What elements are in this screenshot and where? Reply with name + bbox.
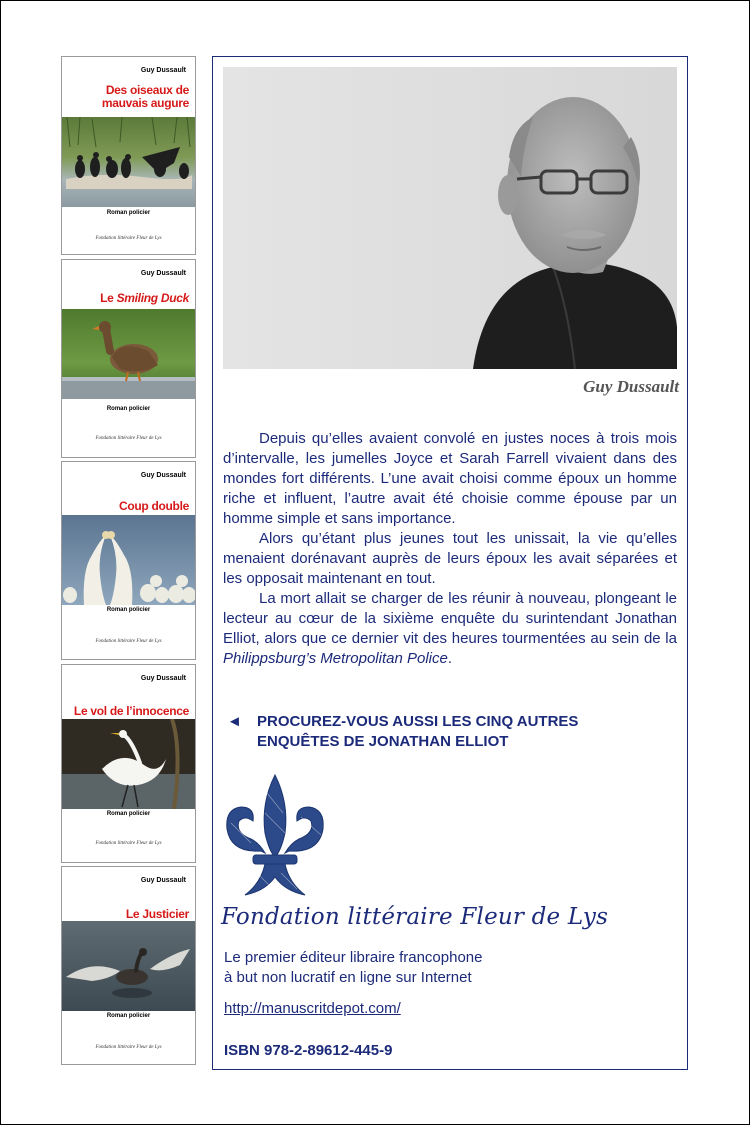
cover-author: Guy Dussault — [140, 67, 186, 74]
blurb-paragraph-2: Alors qu’étant plus jeunes tout les unissait, la vie qu’elles menaient dorénavant auprès de leurs époux les avait séparées et les opposait maintenant en tout. — [223, 530, 677, 587]
cover-title-italic: Smiling Duck — [116, 291, 189, 305]
author-portrait-photo — [223, 67, 677, 369]
duck-photo — [62, 309, 195, 399]
cormorants-photo — [62, 117, 195, 207]
promo-other-books — [227, 712, 667, 752]
cover-title — [68, 705, 189, 718]
cover-title-line: Des oiseaux de — [105, 83, 189, 97]
publisher-website-link[interactable]: http://manuscritdepot.com/ — [224, 1000, 401, 1017]
blurb-paragraph-1: Depuis qu’elles avaient convolé en justes noces à trois mois d’intervalle, les jumelles Joyce et Sarah Farrell vivaient dans des mondes fort différents. L’une avait choisi comme époux un homme riche et influent, l’autre avait été choisie comme épouse par un homme simple et sans importance. — [223, 430, 677, 527]
blurb-p3-italic: Philippsburg’s Metropolitan Police — [223, 650, 448, 667]
cover-author: Guy Dussault — [140, 675, 186, 682]
book-cover-des-oiseaux[interactable] — [61, 56, 196, 255]
tagline-line-2: à but non lucratif en ligne sur Internet — [224, 969, 472, 986]
cover-title — [68, 292, 189, 305]
cover-genre: Roman policier — [106, 1013, 151, 1019]
cover-genre: Roman policier — [106, 811, 151, 817]
gannets-photo — [62, 515, 195, 605]
cover-genre: Roman policier — [106, 210, 151, 216]
left-arrow-icon: ◄ — [227, 713, 242, 730]
cover-genre: Roman policier — [106, 406, 151, 412]
publisher-tagline — [224, 948, 664, 988]
book-cover-le-justicier[interactable] — [61, 866, 196, 1065]
cover-title — [68, 84, 189, 110]
cover-title-line: Le Justicier — [125, 907, 189, 921]
cover-title-line: mauvais augure — [101, 96, 189, 110]
fleur-de-lys-icon — [221, 773, 329, 901]
cover-publisher: Fondation littéraire Fleur de Lys — [95, 436, 162, 441]
cover-author: Guy Dussault — [140, 472, 186, 479]
book-cover-coup-double[interactable] — [61, 461, 196, 660]
book-cover-vol-innocence[interactable] — [61, 664, 196, 863]
promo-line-2: ENQUÊTES DE JONATHAN ELLIOT — [257, 733, 509, 750]
publisher-name: Fondation littéraire Fleur de Lys — [221, 904, 609, 930]
cover-publisher: Fondation littéraire Fleur de Lys — [95, 841, 162, 846]
cover-title-line: Le vol de l’innocence — [73, 704, 189, 718]
isbn-number: ISBN 978-2-89612-445-9 — [224, 1042, 393, 1059]
cover-title — [68, 908, 189, 921]
cover-publisher: Fondation littéraire Fleur de Lys — [95, 639, 162, 644]
egret-photo — [62, 719, 195, 809]
cover-author: Guy Dussault — [140, 877, 186, 884]
back-cover-panel — [212, 56, 688, 1070]
cover-title-line: Coup double — [118, 499, 189, 513]
grebe-photo — [62, 921, 195, 1011]
promo-line-1: PROCUREZ-VOUS AUSSI LES CINQ AUTRES — [257, 713, 579, 730]
tagline-line-1: Le premier éditeur libraire francophone — [224, 949, 483, 966]
portrait-caption: Guy Dussault — [583, 377, 679, 396]
blurb-paragraph-3 — [223, 589, 677, 669]
cover-author: Guy Dussault — [140, 270, 186, 277]
cover-title — [68, 500, 189, 513]
cover-publisher: Fondation littéraire Fleur de Lys — [95, 236, 162, 241]
cover-publisher: Fondation littéraire Fleur de Lys — [95, 1045, 162, 1050]
blurb-p3-start: La mort allait se charger de les réunir à nouveau, plongeant le lecteur au cœur de la sixième enquête du surintendant Jonathan Elliot, alors que ce dernier vit des heures tourmentées au sein de la — [223, 590, 677, 647]
cover-genre: Roman policier — [106, 607, 151, 613]
blurb-p3-end: . — [447, 650, 453, 667]
cover-title-prefix: Le — [100, 291, 117, 305]
book-blurb — [223, 429, 677, 669]
book-cover-smiling-duck[interactable] — [61, 259, 196, 458]
